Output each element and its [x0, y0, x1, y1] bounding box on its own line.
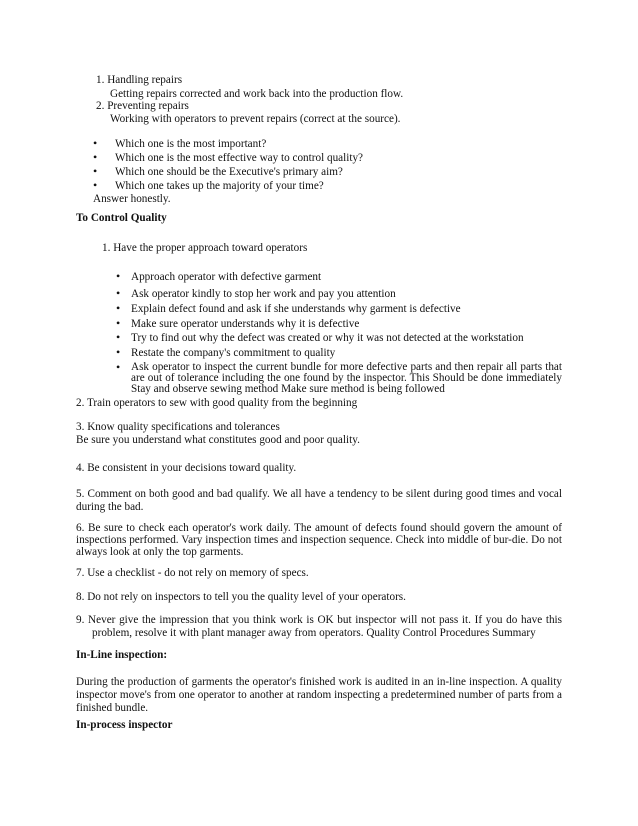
approach-item: Approach operator with defective garment [131, 271, 322, 283]
question-item: Which one is the most effective way to control quality? [115, 152, 364, 164]
step-8: 8. Do not rely on inspectors to tell you the quality level of your operators. [76, 591, 406, 603]
approach-item: Explain defect found and ask if she understands why garment is defective [131, 303, 461, 315]
step-7: 7. Use a checklist - do not rely on memory of specs. [76, 567, 309, 579]
step-3-sub: Be sure you understand what constitutes good and poor quality. [76, 434, 360, 446]
approach-item: Ask operator to inspect the current bundle for more defective parts and then repair all parts that are out of tolerance including the one found by the inspector. This Should be done immediately Stay and observe sewing method Make sure method is being followed [131, 361, 562, 395]
step-5: 5. Comment on both good and bad qualify. We all have a tendency to be silent during good times and vocal during the bad. [76, 488, 562, 513]
bullet-icon: • [116, 360, 121, 374]
bullet-icon: • [116, 330, 121, 344]
inline-inspection-heading: In-Line inspection: [76, 649, 168, 661]
step-3: 3. Know quality specifications and tolerances [76, 421, 280, 433]
bullet-icon: • [93, 178, 98, 192]
bullet-icon: • [116, 301, 121, 315]
repair-item-1-title: 1. Handling repairs [96, 74, 183, 86]
approach-item: Try to find out why the defect was created or why it was not detected at the workstation [131, 332, 524, 344]
bullet-icon: • [93, 150, 98, 164]
repair-item-1-desc: Getting repairs corrected and work back into the production flow. [110, 88, 404, 100]
repair-item-2-title: 2. Preventing repairs [96, 100, 189, 112]
bullet-icon: • [93, 136, 98, 150]
bullet-icon: • [116, 269, 121, 283]
question-item: Which one takes up the majority of your time? [115, 180, 324, 192]
question-item: Which one is the most important? [115, 138, 267, 150]
approach-item: Restate the company's commitment to quality [131, 347, 336, 359]
step-6: 6. Be sure to check each operator's work daily. The amount of defects found should govern the amount of inspections performed. Vary inspection times and inspection sequence. Check into middle of bur-die. Do not always look at only the top garments. [76, 522, 562, 558]
bullet-icon: • [116, 316, 121, 330]
step-1: 1. Have the proper approach toward operators [102, 242, 308, 254]
bullet-icon: • [116, 345, 121, 359]
bullet-icon: • [116, 286, 121, 300]
step-4: 4. Be consistent in your decisions toward quality. [76, 462, 297, 474]
control-quality-heading: To Control Quality [76, 212, 167, 224]
step-2: 2. Train operators to sew with good quality from the beginning [76, 397, 358, 409]
step-9: 9. Never give the impression that you think work is OK but inspector will not pass it. If you do have this problem, resolve it with plant manager away from operators. Quality Control Procedures Summary [76, 614, 562, 639]
inline-inspection-text: During the production of garments the operator's finished work is audited in an in-line inspection. A quality inspector move's from one operator to another at random inspecting a predetermined number of parts from a finished bundle. [76, 676, 562, 714]
repair-item-2-desc: Working with operators to prevent repairs (correct at the source). [110, 113, 401, 125]
inprocess-inspector-heading: In-process inspector [76, 719, 173, 731]
approach-item: Ask operator kindly to stop her work and pay you attention [131, 288, 396, 300]
answer-text: Answer honestly. [93, 193, 171, 205]
approach-item: Make sure operator understands why it is defective [131, 318, 360, 330]
bullet-icon: • [93, 164, 98, 178]
question-item: Which one should be the Executive's primary aim? [115, 166, 343, 178]
